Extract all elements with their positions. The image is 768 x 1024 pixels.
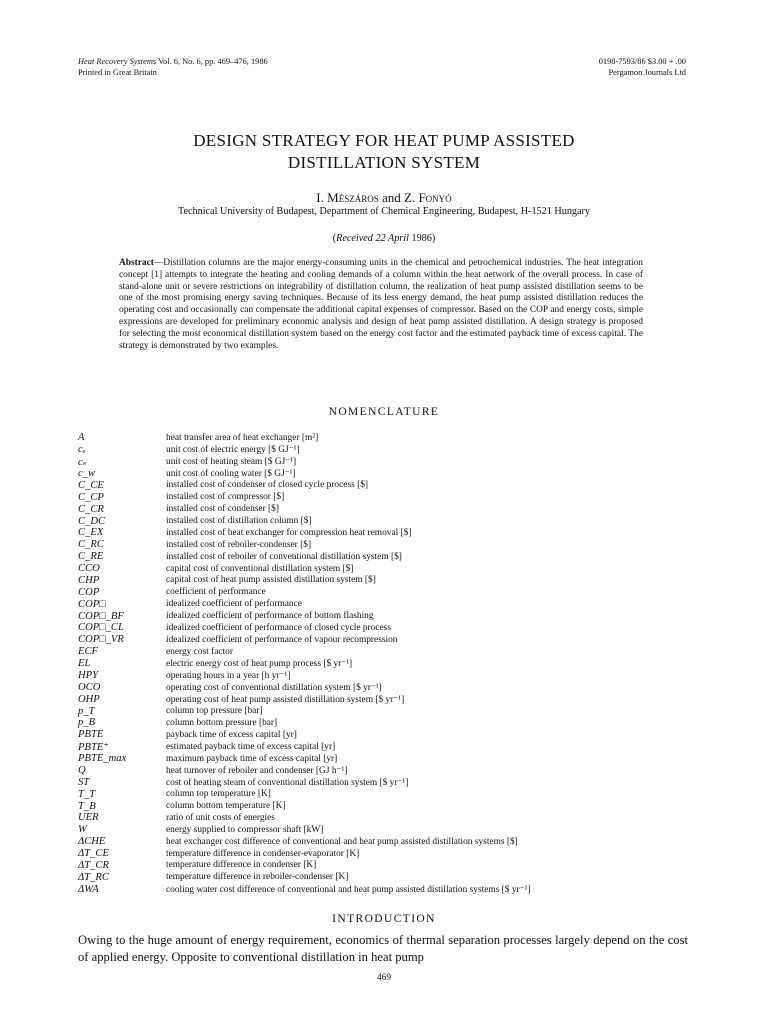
authors-conjunction: and xyxy=(381,190,401,205)
nomenclature-symbol: cₑ xyxy=(78,444,86,456)
nomenclature-row xyxy=(78,883,698,895)
nomenclature-description: ratio of unit costs of energies xyxy=(166,812,275,823)
nomenclature-row xyxy=(78,741,698,753)
nomenclature-description: idealized coefficient of performance xyxy=(166,599,302,610)
nomenclature-description: installed cost of compressor [$] xyxy=(166,492,285,503)
nomenclature-description: operating hours in a year [h yr⁻¹] xyxy=(166,670,291,681)
nomenclature-description: idealized coefficient of performance of bottom flashing xyxy=(166,611,374,622)
nomenclature-symbol: A xyxy=(78,432,85,444)
nomenclature-symbol: ΔT_RC xyxy=(78,871,109,883)
nomenclature-symbol: COP□_VR xyxy=(78,634,124,646)
nomenclature-description: cost of heating steam of conventional distillation system [$ yr⁻¹] xyxy=(166,777,409,788)
introduction-heading: INTRODUCTION xyxy=(332,913,436,925)
author-2-initial: Z. xyxy=(404,190,416,205)
nomenclature-row xyxy=(78,788,698,800)
nomenclature-symbol: p_T xyxy=(78,705,95,717)
nomenclature-symbol: C_CR xyxy=(78,503,104,515)
nomenclature-row xyxy=(78,586,698,598)
nomenclature-description: unit cost of cooling water [$ GJ⁻¹] xyxy=(166,469,296,480)
nomenclature-row xyxy=(78,456,698,468)
nomenclature-row xyxy=(78,693,698,705)
received-year: 1986) xyxy=(411,233,436,244)
affiliation: Technical University of Budapest, Department of Chemical Engineering, Budapest, H-1521 Hungary xyxy=(177,206,591,217)
nomenclature-description: energy supplied to compressor shaft [kW] xyxy=(166,824,324,835)
journal-volume: Vol. 6, No. 6, pp. 469–476, 1986 xyxy=(158,57,268,66)
nomenclature-row xyxy=(78,491,698,503)
header-right xyxy=(599,56,686,78)
author-1-name: Mészáros xyxy=(327,190,379,205)
nomenclature-row xyxy=(78,468,698,480)
paper-title xyxy=(0,130,768,174)
nomenclature-description: installed cost of reboiler-condenser [$] xyxy=(166,539,312,550)
nomenclature-symbol: ΔCHE xyxy=(78,836,106,848)
title-line-1: DESIGN STRATEGY FOR HEAT PUMP ASSISTED xyxy=(193,131,575,150)
nomenclature-row xyxy=(78,610,698,622)
nomenclature-symbol: ΔT_CR xyxy=(78,859,109,871)
nomenclature-description: temperature difference in reboiler-condenser [K] xyxy=(166,872,349,883)
nomenclature-symbol: C_RC xyxy=(78,539,104,551)
nomenclature-row xyxy=(78,860,698,872)
journal-citation xyxy=(78,56,268,67)
nomenclature-symbol: W xyxy=(78,824,87,836)
nomenclature-description: column top temperature [K] xyxy=(166,789,271,800)
nomenclature-heading: NOMENCLATURE xyxy=(328,406,440,418)
nomenclature-row xyxy=(78,480,698,492)
author-1-initial: I. xyxy=(316,190,324,205)
nomenclature-symbol: ST xyxy=(78,776,90,788)
nomenclature-description: heat turnover of reboiler and condenser [GJ h⁻¹] xyxy=(166,765,348,776)
nomenclature-symbol: EL xyxy=(78,658,91,670)
nomenclature-description: electric energy cost of heat pump process [$ yr⁻¹] xyxy=(166,659,353,670)
nomenclature-row xyxy=(78,539,698,551)
nomenclature-row xyxy=(78,646,698,658)
nomenclature-description: unit cost of heating steam [$ GJ⁻¹] xyxy=(166,457,297,468)
nomenclature-row xyxy=(78,812,698,824)
nomenclature-symbol: C_CE xyxy=(78,479,104,491)
nomenclature-symbol: HPY xyxy=(78,669,99,681)
nomenclature-description: capital cost of heat pump assisted distillation system [$] xyxy=(166,575,376,586)
nomenclature-symbol: c_w xyxy=(78,468,96,480)
nomenclature-description: installed cost of reboiler of conventional distillation system [$] xyxy=(166,551,402,562)
nomenclature-symbol: UER xyxy=(78,812,99,824)
nomenclature-description: unit cost of electric energy [$ GJ⁻¹] xyxy=(166,445,300,456)
nomenclature-symbol: PBTE_max xyxy=(78,753,127,765)
nomenclature-row xyxy=(78,765,698,777)
nomenclature-description: installed cost of distillation column [$] xyxy=(166,516,312,527)
nomenclature-symbol: T_T xyxy=(78,788,96,800)
nomenclature-description: temperature difference in condenser-evaporator [K] xyxy=(166,848,360,859)
printed-location: Printed in Great Britain xyxy=(78,68,157,77)
nomenclature-row xyxy=(78,753,698,765)
abstract-lead: Abstract xyxy=(119,258,154,268)
nomenclature-symbol: cₛ xyxy=(78,456,87,468)
nomenclature-symbol: ΔWA xyxy=(78,883,99,895)
nomenclature-row xyxy=(78,681,698,693)
nomenclature-description: installed cost of condenser of closed cycle process [$] xyxy=(166,480,369,491)
nomenclature-list xyxy=(78,432,698,895)
nomenclature-symbol: ECF xyxy=(78,646,99,658)
publisher: Pergamon Journals Ltd xyxy=(608,68,686,77)
nomenclature-description: estimated payback time of excess capital [yr] xyxy=(166,741,336,752)
nomenclature-row xyxy=(78,836,698,848)
nomenclature-row xyxy=(78,871,698,883)
nomenclature-description: heat exchanger cost difference of conventional and heat pump assisted distillation systems [$] xyxy=(166,836,518,847)
page-number: 469 xyxy=(376,973,392,983)
author-2-name: Fonyó xyxy=(418,190,452,205)
nomenclature-description: operating cost of conventional distillation system [$ yr⁻¹] xyxy=(166,682,382,693)
nomenclature-row xyxy=(78,800,698,812)
nomenclature-description: energy cost factor xyxy=(166,646,233,657)
journal-name: Heat Recovery Systems xyxy=(78,57,157,66)
received-label: Received xyxy=(336,233,373,244)
nomenclature-description: operating cost of heat pump assisted distillation system [$ yr⁻¹] xyxy=(166,694,405,705)
abstract xyxy=(119,258,643,352)
nomenclature-row xyxy=(78,515,698,527)
received-paren: ( xyxy=(332,233,337,244)
nomenclature-description: payback time of excess capital [yr] xyxy=(166,729,297,740)
nomenclature-row xyxy=(78,705,698,717)
nomenclature-row xyxy=(78,670,698,682)
nomenclature-symbol: C_DC xyxy=(78,515,106,527)
introduction-text: Owing to the huge amount of energy requirement, economics of thermal separation processes largely depend on the cost of applied energy. Opposite to conventional distillation in heat pump xyxy=(78,933,688,964)
nomenclature-description: coefficient of performance xyxy=(166,587,266,598)
nomenclature-symbol: COP□_CL xyxy=(78,622,124,634)
nomenclature-description: column top pressure [bar] xyxy=(166,706,263,717)
nomenclature-row xyxy=(78,432,698,444)
nomenclature-symbol: PBTE⁺ xyxy=(78,741,109,753)
received-date xyxy=(0,233,768,244)
nomenclature-symbol: C_EX xyxy=(78,527,104,539)
nomenclature-row xyxy=(78,444,698,456)
nomenclature-row xyxy=(78,503,698,515)
issn-price: 0198-7593/86 $3.00 + .00 xyxy=(598,57,686,66)
nomenclature-description: idealized coefficient of performance of closed cycle process xyxy=(166,622,391,633)
nomenclature-description: temperature difference in condenser [K] xyxy=(166,860,317,871)
authors xyxy=(0,190,768,206)
nomenclature-row xyxy=(78,848,698,860)
nomenclature-description: cooling water cost difference of conventional and heat pump assisted distillation systems [$ yr⁻¹] xyxy=(166,884,531,895)
nomenclature-symbol: OCO xyxy=(78,681,101,693)
nomenclature-row xyxy=(78,575,698,587)
nomenclature-symbol: Q xyxy=(78,764,86,776)
nomenclature-symbol: C_RE xyxy=(78,551,104,563)
nomenclature-description: column bottom temperature [K] xyxy=(166,801,286,812)
nomenclature-row xyxy=(78,658,698,670)
nomenclature-symbol: C_CP xyxy=(78,491,104,503)
nomenclature-description: heat transfer area of heat exchanger [m²] xyxy=(166,432,319,443)
nomenclature-symbol: COP xyxy=(78,586,100,598)
nomenclature-row xyxy=(78,622,698,634)
nomenclature-row xyxy=(78,634,698,646)
nomenclature-description: idealized coefficient of performance of vapour recompression xyxy=(166,634,398,645)
nomenclature-row xyxy=(78,598,698,610)
nomenclature-row xyxy=(78,717,698,729)
nomenclature-symbol: COP□ xyxy=(78,598,106,610)
nomenclature-row xyxy=(78,824,698,836)
nomenclature-description: column bottom pressure [bar] xyxy=(166,717,278,728)
nomenclature-symbol: CCO xyxy=(78,563,100,575)
nomenclature-symbol: p_B xyxy=(78,717,96,729)
nomenclature-description: installed cost of condenser [$] xyxy=(166,504,279,515)
nomenclature-symbol: OHP xyxy=(78,693,100,705)
header-left xyxy=(78,56,268,78)
nomenclature-description: installed cost of heat exchanger for compression heat removal [$] xyxy=(166,527,412,538)
title-line-2: DISTILLATION SYSTEM xyxy=(287,153,481,172)
received-day-month: 22 April xyxy=(375,233,409,244)
nomenclature-row xyxy=(78,729,698,741)
nomenclature-symbol: CHP xyxy=(78,574,100,586)
nomenclature-description: capital cost of conventional distillation system [$] xyxy=(166,563,354,574)
nomenclature-symbol: PBTE xyxy=(78,729,104,741)
nomenclature-row xyxy=(78,776,698,788)
nomenclature-symbol: T_B xyxy=(78,800,96,812)
nomenclature-row xyxy=(78,563,698,575)
nomenclature-symbol: ΔT_CE xyxy=(78,848,109,860)
nomenclature-row xyxy=(78,527,698,539)
nomenclature-symbol: COP□_BF xyxy=(78,610,124,622)
abstract-body: —Distillation columns are the major energy-consuming units in the chemical and petrochemical industries. The heat integration concept [1] attempts to integrate the heating and cooling demands of a column within the heat network of the overall process. In case of stand-alone unit or severe restrictions on integrability of distillation column, the realization of heat pump assisted distillation seems to be one of the most promising energy saving techniques. Because of its less energy demand, the heat pump assisted distillation reduces the operating cost and occasionally can compensate the additional capital expenses of compressor. Based on the COP and energy costs, simple expressions are developed for preliminary economic analysis and design of heat pump assisted distillation. A design strategy is proposed for selecting the most economical distillation system based on the energy cost factor and the estimated payback time of excess capital. The strategy is demonstrated by two examples. xyxy=(119,258,643,351)
nomenclature-row xyxy=(78,551,698,563)
nomenclature-description: maximum payback time of excess capital [yr] xyxy=(166,753,338,764)
